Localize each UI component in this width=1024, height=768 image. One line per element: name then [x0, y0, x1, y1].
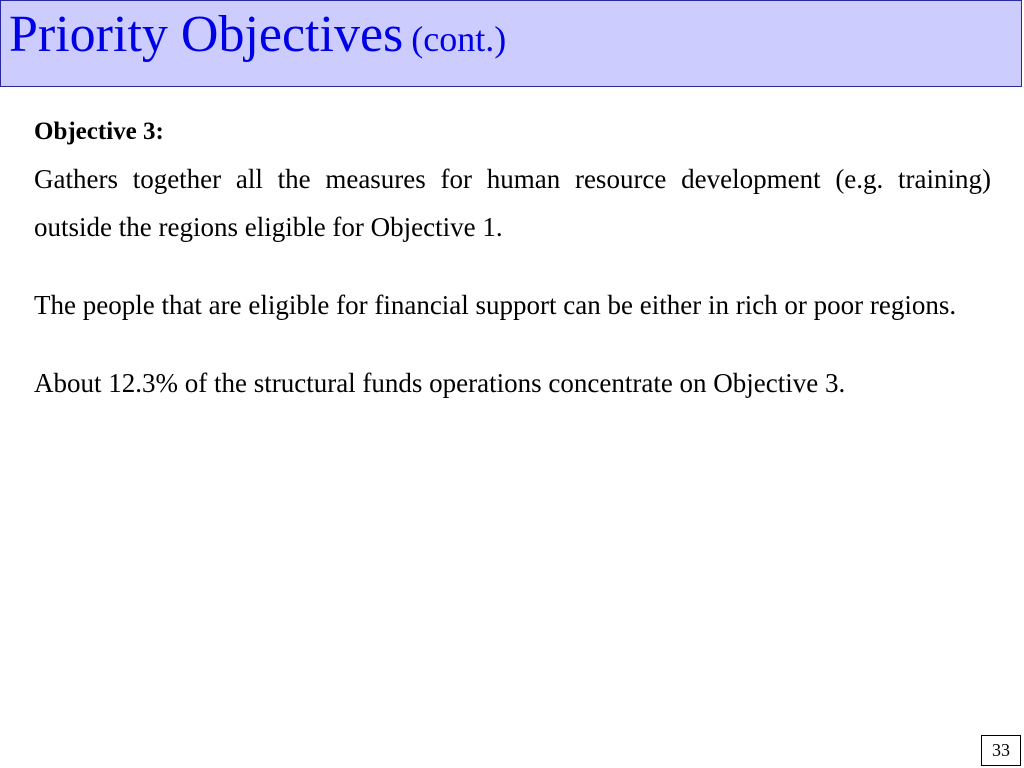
page-number: 33	[981, 735, 1021, 766]
objective-heading: Objective 3:	[34, 118, 164, 145]
title-bar	[0, 0, 1022, 87]
title-main-text: Priority Objectives	[9, 6, 404, 63]
paragraph-human-resources: Gathers together all the measures for human resource development (e.g. training) outside the regions eligible for Objective 1.	[34, 164, 991, 242]
slide-body	[34, 112, 991, 437]
paragraph-eligibility: The people that are eligible for financial support can be either in rich or poor regions.	[34, 290, 957, 320]
title-suffix-text: (cont.)	[411, 19, 507, 59]
paragraph-funding-share: About 12.3% of the structural funds operations concentrate on Objective 3.	[34, 368, 846, 398]
slide-title	[9, 6, 507, 63]
